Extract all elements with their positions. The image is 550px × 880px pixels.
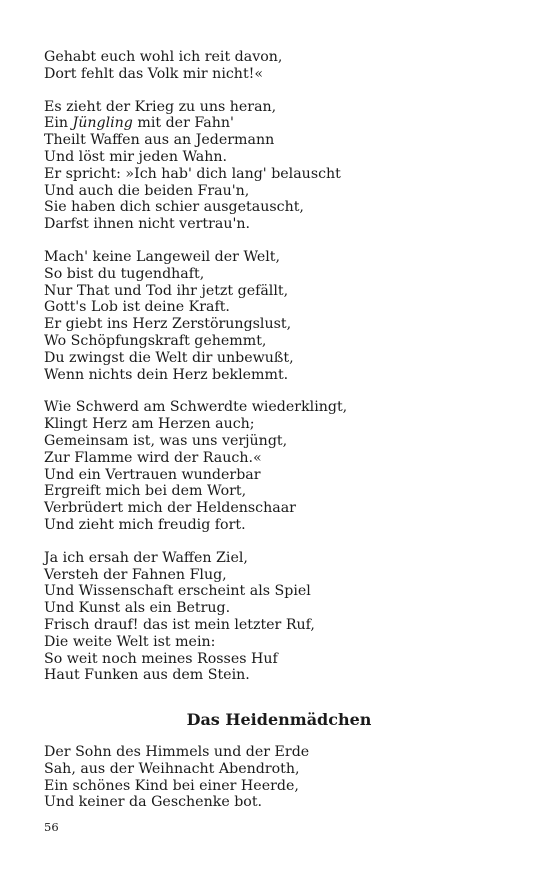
page-number: 56	[44, 820, 59, 834]
stanza-heidenmaedchen-1	[44, 744, 514, 811]
poem-line: Frisch drauf! das ist mein letzter Ruf,	[44, 616, 315, 633]
poem-line: Nur That und Tod ihr jetzt gefällt,	[44, 282, 289, 299]
stanza-4	[44, 399, 514, 533]
poem-line: Es zieht der Krieg zu uns heran,	[44, 98, 277, 115]
stanza-3	[44, 249, 514, 383]
poem-line: Theilt Waffen aus an Jedermann	[44, 132, 275, 149]
line-text: Ein	[44, 115, 73, 132]
poem-line-with-italic	[44, 115, 514, 132]
poem-line: Ein schönes Kind bei einer Heerde,	[44, 777, 299, 794]
poem-line: Gehabt euch wohl ich reit davon,	[44, 49, 283, 65]
line-text: mit der Fahn'	[132, 115, 234, 132]
poem-line: Mach' keine Langeweil der Welt,	[44, 248, 281, 265]
poem-line: Verbrüdert mich der Heldenschaar	[44, 500, 296, 517]
page-body	[44, 49, 514, 827]
poem-line: Und keiner da Geschenke bot.	[44, 794, 263, 811]
poem-line: Haut Funken aus dem Stein.	[44, 667, 250, 684]
poem-line: Wie Schwerd am Schwerdte wiederklingt,	[44, 399, 348, 416]
poem-line: Klingt Herz am Herzen auch;	[44, 416, 255, 433]
poem-line: Gott's Lob ist deine Kraft.	[44, 299, 230, 316]
italic-word: Jüngling	[72, 115, 133, 132]
poem-title: Das Heidenmädchen	[186, 710, 372, 730]
poem-line: Wo Schöpfungskraft gehemmt,	[44, 332, 267, 349]
poem-line: Gemeinsam ist, was uns verjüngt,	[44, 432, 288, 449]
stanza-5	[44, 550, 514, 684]
poem-line: Er spricht: »Ich hab' dich lang' belauscht	[44, 165, 341, 182]
poem-line: Der Sohn des Himmels und der Erde	[44, 744, 310, 761]
poem-line: Wenn nichts dein Herz beklemmt.	[44, 366, 289, 383]
poem-line: Darfst ihnen nicht vertrau'n.	[44, 216, 251, 233]
poem-line: Versteh der Fahnen Flug,	[44, 566, 227, 583]
poem-line: Und auch die beiden Frau'n,	[44, 182, 250, 199]
poem-line: So weit noch meines Rosses Huf	[44, 650, 278, 667]
poem-line: So bist du tugendhaft,	[44, 265, 205, 282]
poem-line: Und Wissenschaft erscheint als Spiel	[44, 583, 311, 600]
poem-line: Ergreift mich bei dem Wort,	[44, 483, 247, 500]
poem-line: Sah, aus der Weihnacht Abendroth,	[44, 760, 300, 777]
poem-line: Die weite Welt ist mein:	[44, 633, 216, 650]
poem-line: Du zwingst die Welt dir unbewußt,	[44, 349, 294, 366]
poem-line: Er giebt ins Herz Zerstörungslust,	[44, 316, 292, 333]
poem-line: Und zieht mich freudig fort.	[44, 516, 246, 533]
poem-line: Sie haben dich schier ausgetauscht,	[44, 199, 304, 216]
stanza-2	[44, 99, 514, 233]
poem-line: Zur Flamme wird der Rauch.«	[44, 449, 262, 466]
poem-line: Und ein Vertrauen wunderbar	[44, 466, 261, 483]
poem-line: Und Kunst als ein Betrug.	[44, 600, 231, 617]
poem-line: Und löst mir jeden Wahn.	[44, 148, 228, 165]
stanza-1	[44, 49, 514, 83]
poem-line: Ja ich ersah der Waffen Ziel,	[44, 549, 248, 566]
poem-line: Dort fehlt das Volk mir nicht!«	[44, 65, 264, 82]
